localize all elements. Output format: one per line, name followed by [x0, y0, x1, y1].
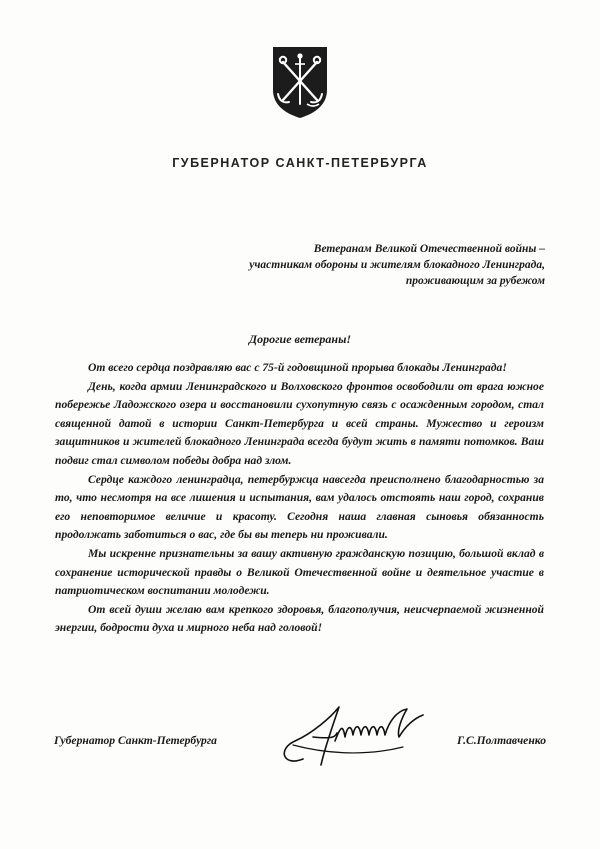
greeting: Дорогие ветераны! — [248, 332, 352, 346]
signatory-name: Г.С.Полтавченко — [456, 734, 546, 747]
body-paragraph: День, когда армии Ленинградского и Волховского фронтов освободили от врага южное побережье Ладожского озера и восстановили сухопутную связь с осажденным городом, стал священной датой в истории Санкт-Петербурга и всей страны. Мужество и героизм защитников и жителей блокадного Ленинграда всегда будут жить в памяти потомков. Ваш подвиг стал символом победы добра над злом. — [55, 379, 544, 467]
letter-body — [55, 359, 544, 638]
addressee-line: проживающим за рубежом — [405, 275, 545, 287]
st-petersburg-coat-of-arms-icon — [269, 44, 331, 120]
body-paragraph: От всего сердца поздравляю вас с 75-й годовщиной прорыва блокады Ленинграда! — [88, 361, 507, 374]
handwritten-signature-icon — [273, 697, 448, 775]
body-paragraph: От всей души желаю вам крепкого здоровья, благополучия, неисчерпаемой жизненной энергии, бодрости духа и мирного неба над головой! — [55, 602, 544, 635]
addressee-line: Ветеранам Великой Отечественной войны – — [313, 243, 545, 255]
addressee-block — [125, 241, 545, 289]
signature-block — [54, 731, 546, 801]
body-paragraph: Сердце каждого ленинградца, петербуржца навсегда преисполнено благодарностью за то, что несмотря на все лишения и испытания, вам удалось отстоять наш город, сохранив его неповторимое величие и красоту. Сегодня наша главная сыновья обязанность продолжать заботиться о вас, где бы вы теперь ни проживали. — [55, 472, 544, 542]
addressee-line: участникам обороны и жителям блокадного Ленинграда, — [249, 259, 545, 271]
body-paragraph: Мы искренне признательны за вашу активную гражданскую позицию, большой вклад в сохранение исторической правды о Великой Отечественной войне и деятельное участие в патриотическом воспитании молодежи. — [55, 546, 544, 598]
signatory-title: Губернатор Санкт-Петербурга — [54, 734, 217, 747]
page-title: ГУБЕРНАТОР САНКТ-ПЕТЕРБУРГА — [172, 156, 428, 170]
